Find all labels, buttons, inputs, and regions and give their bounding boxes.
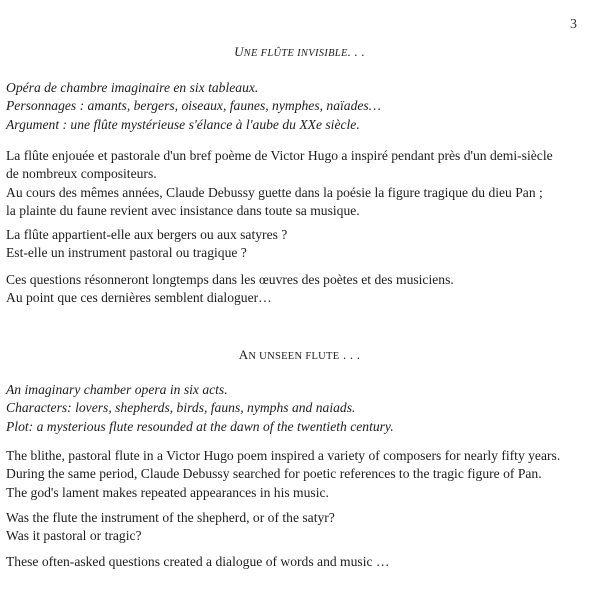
english-para3-line: These often-asked questions created a dialogue of words and music … xyxy=(6,554,390,569)
english-para1-line: During the same period, Claude Debussy searched for poetic references to the tragic figure of Pan. xyxy=(6,466,542,482)
english-subtitle xyxy=(6,381,591,436)
french-para1-line: la plainte du faune revient avec insistance dans toute sa musique. xyxy=(6,202,360,218)
english-para1-line: The blithe, pastoral flute in a Victor Hugo poem inspired a variety of composers for nearly fifty years. xyxy=(6,448,561,463)
english-subtitle-line: Plot: a mysterious flute resounded at the dawn of the twentieth century. xyxy=(6,418,394,434)
english-heading-text: N UNSEEN FLUTE xyxy=(248,351,340,362)
english-heading xyxy=(0,347,599,363)
french-para1-line: Au cours des mêmes années, Claude Debussy guette dans la poésie la figure tragique du dieu Pan ; xyxy=(6,184,543,200)
english-para2-line: Was it pastoral or tragic? xyxy=(6,528,142,544)
french-heading xyxy=(0,44,599,60)
french-para3-line: Au point que ces dernières semblent dialoguer… xyxy=(6,290,272,306)
french-subtitle-line: Opéra de chambre imaginaire en six tableaux. xyxy=(6,80,259,95)
french-para2-line: Est-elle un instrument pastoral ou tragique ? xyxy=(6,245,247,261)
french-para1-line: de nombreux compositeurs. xyxy=(6,166,157,182)
french-subtitle xyxy=(6,79,591,134)
french-heading-ellipsis: . . . xyxy=(347,44,365,59)
french-para1-line: La flûte enjouée et pastorale d'un bref poème de Victor Hugo a inspiré pendant près d'un demi-siècle xyxy=(6,148,553,163)
french-para2-line: La flûte appartient-elle aux bergers ou aux satyres ? xyxy=(6,227,288,242)
english-paragraph-2 xyxy=(6,509,591,546)
french-para3-line: Ces questions résonneront longtemps dans les œuvres des poètes et des musiciens. xyxy=(6,272,454,287)
french-heading-text: NE FLÛTE INVISIBLE xyxy=(243,48,348,59)
page-number: 3 xyxy=(570,17,577,32)
english-para1-line: The god's lament makes repeated appearances in his music. xyxy=(6,484,329,500)
french-subtitle-line: Argument : une flûte mystérieuse s'élance à l'aube du XXe siècle. xyxy=(6,116,360,132)
english-paragraph-3 xyxy=(6,553,591,571)
french-paragraph-1 xyxy=(6,147,591,220)
english-paragraph-1 xyxy=(6,447,591,502)
english-heading-initial: A xyxy=(238,347,249,362)
english-para2-line: Was the flute the instrument of the shepherd, or of the satyr? xyxy=(6,510,335,525)
english-subtitle-line: Characters: lovers, shepherds, birds, fauns, nymphs and naiads. xyxy=(6,400,356,416)
english-subtitle-line: An imaginary chamber opera in six acts. xyxy=(6,382,228,397)
french-subtitle-line: Personnages : amants, bergers, oiseaux, faunes, nymphes, naïades… xyxy=(6,98,381,114)
french-paragraph-2 xyxy=(6,226,591,263)
french-heading-initial: U xyxy=(234,44,244,59)
english-heading-ellipsis: . . . xyxy=(342,347,361,362)
french-paragraph-3 xyxy=(6,271,591,308)
